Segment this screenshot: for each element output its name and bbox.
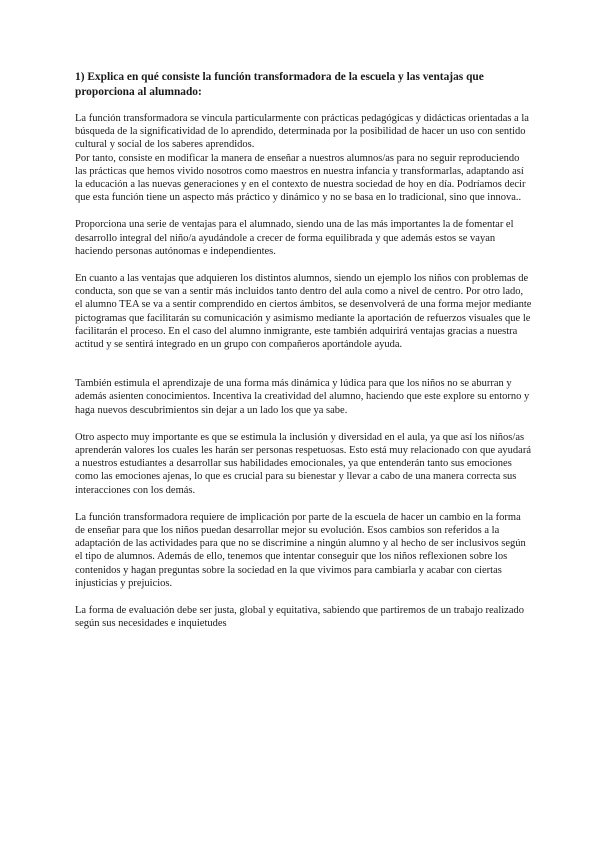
paragraph-student-types: En cuanto a las ventajas que adquieren los distintos alumnos, siendo un ejemplo los niños con problemas de conducta, son que se van a sentir más incluidos tanto dentro del aula como a nivel de centro. Por otro lado, el alumno TEA se va a sentir comprendido en ciertos ámbitos, se desenvolverá de una forma mejor mediante pictogramas que facilitarán su comunicación y asimismo mediante la aportación de refuerzos visuales que le facilitarán el proceso. En el caso del alumno inmigrante, este también adquirirá ventajas gracias a nuestra actitud y se sentirá integrado en un grupo con compañeros aportándole ayuda. (75, 273, 532, 351)
paragraph-dynamic-learning: También estimula el aprendizaje de una forma más dinámica y lúdica para que los niños no se aburran y además asienten conocimientos. Incentiva la creatividad del alumno, haciendo que este explore su entorno y haga nuevos descubrimientos sin dejar a un lado los que ya sabe. (75, 378, 530, 416)
paragraph-evaluation: La forma de evaluación debe ser justa, global y equitativa, sabiendo que partiremos de un trabajo realizado según sus necesidades e inquietudes (75, 605, 524, 630)
document-body (75, 70, 533, 631)
spacer (75, 258, 533, 272)
paragraph-advantages: Proporciona una serie de ventajas para el alumnado, siendo una de las más importantes la de fomentar el desarrollo integral del niño/a ayudándole a crecer de forma equilibrada y que además estos se vayan haciendo personas autónomas e independientes. (75, 219, 514, 257)
spacer (75, 417, 533, 431)
spacer (75, 497, 533, 511)
paragraph-explanation: Por tanto, consiste en modificar la manera de enseñar a nuestros alumnos/as para no seguir reproduciendo las prácticas que hemos vivido nosotros como maestros en nuestra infancia y transformarlas, adaptando así la educación a las nuevas generaciones y en el contexto de nuestra sociedad de hoy en día. Podríamos decir que esta función tiene un aspecto más práctico y dinámico y no se basa en lo tradicional, sino que innova.. (75, 152, 526, 204)
spacer (75, 204, 533, 218)
spacer (75, 99, 533, 112)
paragraph-school-involvement: La función transformadora requiere de implicación por parte de la escuela de hacer un cambio en la forma de enseñar para que los niños puedan desarrollar mejor su evolución. Esos cambios son referidos a la adaptación de las actividades para que no se discrimine a ningún alumno y al hecho de ser inclusivos según el tipo de alumnos. Además de ello, tenemos que intentar conseguir que los niños reflexionen sobre los contenidos y hagan preguntas sobre la sociedad en la que vivimos para cambiarla y acabar con ciertas injusticias y prejuicios. (75, 511, 526, 589)
spacer (75, 590, 533, 604)
paragraph-definition: La función transformadora se vincula particularmente con prácticas pedagógicas y didácticas orientadas a la búsqueda de la significatividad de lo aprendido, determinada por la posibilidad de hacer un uso con sentido cultural y social de los saberes aprendidos. (75, 113, 529, 151)
question-heading: 1) Explica en qué consiste la función transformadora de la escuela y las ventajas que proporciona al alumnado: (75, 71, 484, 98)
paragraph-inclusion: Otro aspecto muy importante es que se estimula la inclusión y diversidad en el aula, ya que así los niños/as aprenderán valores los cuales les harán ser personas respetuosas. Esto está muy relacionado con que ayudará a nuestros estudiantes a desarrollar sus habilidades emocionales, ya que entenderán tanto sus emociones como las emociones ajenas, lo que es crucial para su bienestar y llevar a cabo de una manera correcta sus interacciones con los demás. (75, 431, 531, 496)
spacer (75, 351, 533, 377)
